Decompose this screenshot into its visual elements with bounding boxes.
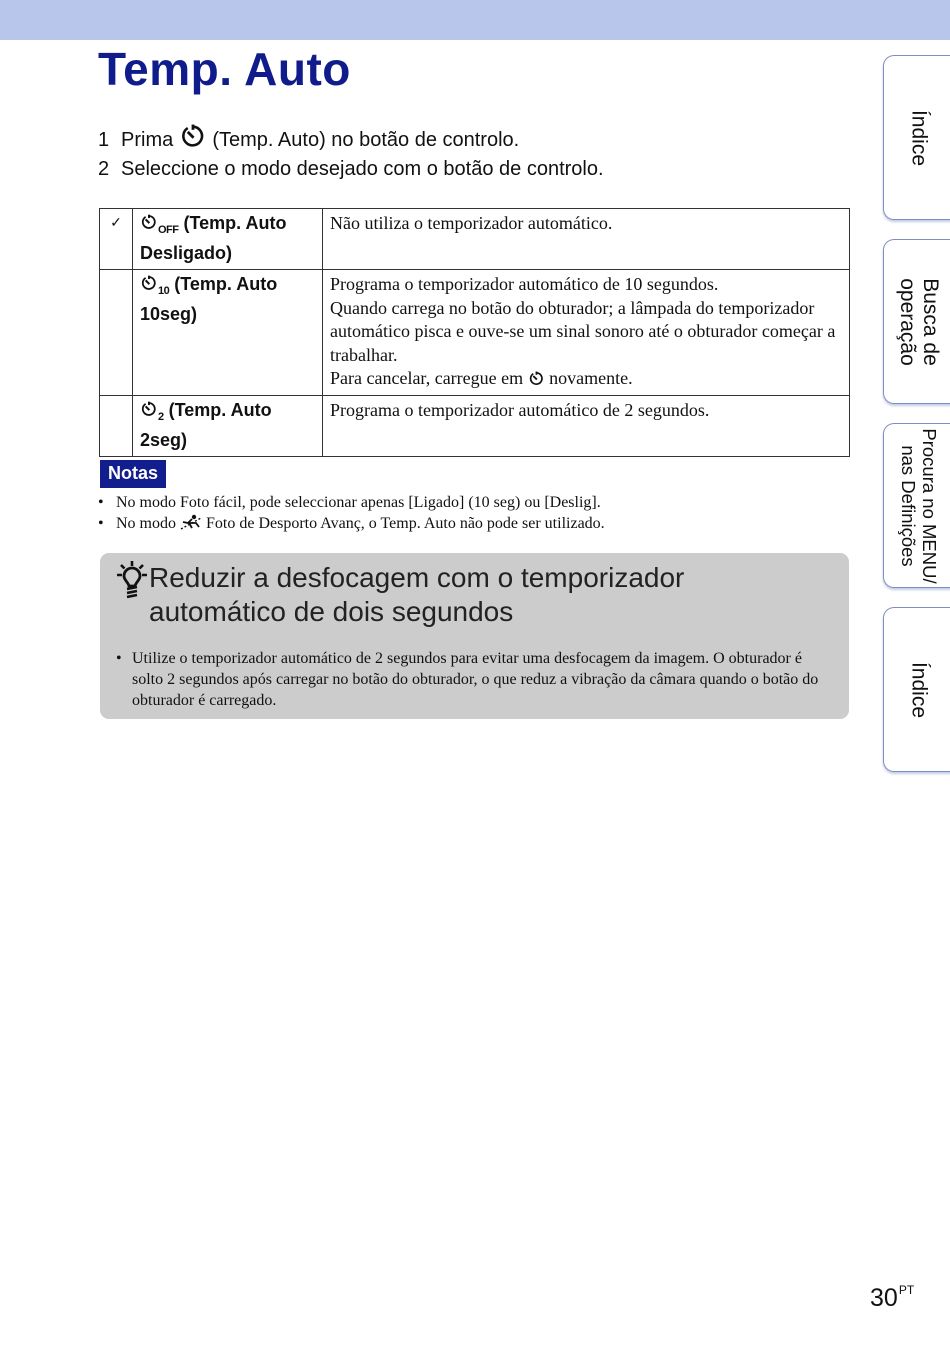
hint-list: [116, 648, 831, 711]
description-line: Programa o temporizador automático de 10 segundos.: [330, 274, 719, 294]
page-number-value: 30: [870, 1284, 898, 1312]
checkmark-icon: ✓: [110, 214, 122, 230]
list-item: • No modo Foto fácil, pode seleccionar apenas [Ligado] (10 seg) ou [Deslig].: [98, 492, 605, 513]
self-timer-icon: [179, 122, 207, 156]
description-line: Programa o temporizador automático de 2 segundos.: [330, 399, 710, 420]
page-title: Temp. Auto: [98, 43, 351, 95]
note-text-before: No modo: [116, 515, 176, 532]
header-bar: [0, 0, 950, 40]
timer-sub-label: 2: [158, 410, 164, 423]
mode-description: [323, 209, 850, 270]
tab-index-bottom[interactable]: [883, 607, 950, 772]
mode-description: [323, 395, 850, 456]
mode-label: (Temp. Auto Desligado): [140, 213, 287, 263]
self-timer-10s-icon: [140, 274, 158, 292]
tab-label: Índice: [907, 661, 931, 718]
default-mark-cell: [100, 209, 133, 270]
tab-label: Índice: [907, 109, 931, 166]
step-text-after: (Temp. Auto) no botão de controlo.: [212, 129, 520, 151]
mode-table: [99, 208, 850, 457]
step-text: Seleccione o modo desejado com o botão de controlo.: [121, 158, 604, 180]
tab-label: Procura no MENU/ nas Definições: [898, 427, 940, 584]
step-2: [98, 158, 604, 181]
hint-box: [100, 553, 849, 719]
hint-title: Reduzir a desfocagem com o temporizador automático de dois segundos: [149, 562, 685, 627]
mode-label: (Temp. Auto 10seg): [140, 274, 278, 324]
description-line: Quando carrega no botão do obturador; a lâmpada do temporizador automático pisca e ouve-se um sinal sonoro até o obturador começar a trabalhar.: [330, 297, 836, 365]
tab-operation-search[interactable]: [883, 239, 950, 404]
hint-bulb-icon: [115, 559, 149, 606]
description-line: [330, 367, 841, 391]
page-number-suffix: PT: [898, 1283, 915, 1297]
step-text-before: Prima: [121, 129, 174, 151]
notes-list: [98, 492, 605, 534]
notes-badge: Notas: [100, 460, 166, 488]
description-line: Não utiliza o temporizador automático.: [330, 213, 613, 233]
tab-menu-settings-search[interactable]: [883, 423, 950, 588]
step-number: 2: [98, 158, 110, 180]
table-row: [100, 270, 850, 396]
page-number: [870, 1283, 914, 1313]
step-1: [98, 122, 519, 156]
tab-index-top[interactable]: [883, 55, 950, 220]
timer-sub-label: 10: [158, 285, 170, 297]
cancel-text-before: Para cancelar, carregue em: [330, 368, 524, 388]
self-timer-2s-icon: [140, 400, 158, 418]
step-number: 1: [98, 129, 110, 151]
tab-label: Busca de operação: [896, 277, 942, 366]
table-row: [100, 395, 850, 456]
table-row: [100, 209, 850, 270]
note-text-after: Foto de Desporto Avanç, o Temp. Auto não pode ser utilizado.: [206, 515, 605, 532]
self-timer-icon: [528, 370, 545, 387]
timer-sub-label: OFF: [158, 224, 179, 236]
mode-option-off[interactable]: [133, 209, 323, 270]
list-item: • Utilize o temporizador automático de 2 segundos para evitar uma desfocagem da imagem. O obturador é solto 2 segundos após carregar no botão do obturador, o que reduz a vibração da câmara quando o botão do obturador é carregado.: [116, 648, 831, 711]
default-mark-cell: [100, 395, 133, 456]
list-item: [98, 513, 605, 534]
mode-option-2s[interactable]: [133, 395, 323, 456]
self-timer-off-icon: [140, 213, 158, 231]
default-mark-cell: [100, 270, 133, 396]
mode-description: [323, 270, 850, 396]
sports-mode-icon: [180, 514, 202, 531]
mode-option-10s[interactable]: [133, 270, 323, 396]
mode-label: (Temp. Auto 2seg): [140, 399, 272, 450]
cancel-text-after: novamente.: [549, 368, 633, 388]
